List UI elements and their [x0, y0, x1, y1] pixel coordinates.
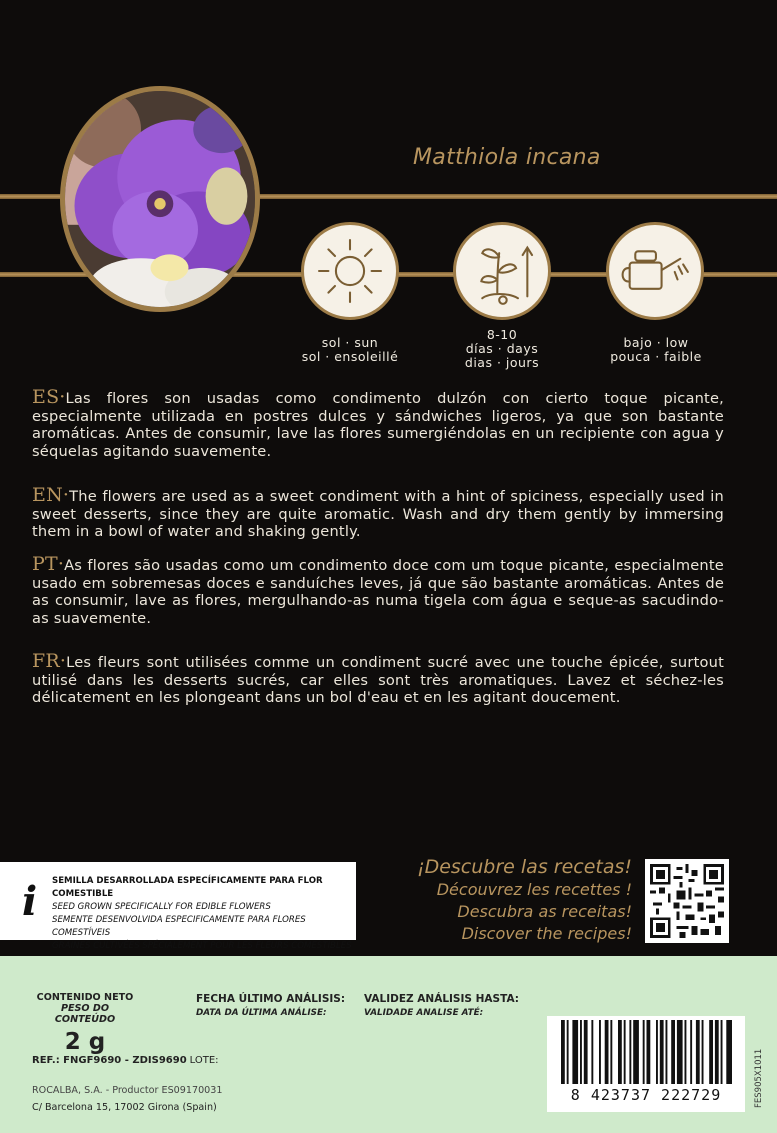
description-pt: PT·As flores são usadas como um condimento doce com um toque picante, especialmente usado em sobremesas doces e sanduíches leves, já que são bastante aromáticas. Antes de as consumir, lave as flores, mergulhando-as numa tigela com água e seque-as sacudindo-as suavemente.	[32, 553, 724, 627]
barcode-bar	[580, 1020, 582, 1084]
barcode-bar	[660, 1020, 664, 1084]
recipes-qr-code[interactable]	[645, 859, 729, 943]
edible-flower-info-box	[0, 862, 356, 951]
description-en: EN·The flowers are used as a sweet condiment with a hint of spiciness, especially used in sweet desserts, since they are quite aromatic. Wash and dry them gently by immersing them in a bowl of water and shaking gently.	[32, 484, 724, 540]
barcode-bar	[599, 1020, 601, 1084]
info-line-fr: GRAINES CULTIVÉES SPÉCIALEMENT POUR LES FLEURS COMESTIBLES	[52, 941, 352, 951]
sun-requirement-label: sol · sun sol · ensoleillé	[301, 335, 399, 364]
net-content-value: 2 g	[64, 1029, 106, 1055]
watering-requirement-label: bajo · low pouca · faible	[610, 335, 702, 364]
barcode-bar	[690, 1020, 692, 1084]
net-content	[30, 992, 140, 1055]
barcode-bar	[696, 1020, 700, 1084]
recipes-line-pt: Descubra as receitas!	[457, 902, 632, 921]
recipes-callout	[417, 855, 632, 945]
info-line-en: SEED GROWN SPECIFICALLY FOR EDIBLE FLOWERS	[52, 902, 271, 912]
barcode-bar	[610, 1020, 612, 1084]
barcode-bar	[715, 1020, 719, 1084]
watering-can-icon	[606, 222, 704, 320]
validity-label: VALIDEZ ANÁLISIS HASTA:	[364, 993, 519, 1005]
analysis-date-label: FECHA ÚLTIMO ANÁLISIS:	[196, 993, 346, 1005]
species-name: Matthiola incana	[413, 145, 601, 170]
language-code-pt: PT·	[32, 553, 65, 575]
germination-days-label: 8-10 días · days dias · jours	[464, 327, 540, 370]
barcode-bar	[677, 1020, 683, 1084]
barcode-bar	[633, 1020, 639, 1084]
germination-icon	[453, 222, 551, 320]
info-line-pt: SEMENTE DESENVOLVIDA ESPECIFICAMENTE PARA FLORES COMESTÍVEIS	[52, 915, 306, 938]
description-es: ES·Las flores son usadas como condimento dulzón con cierto toque picante, especialmente utilizada en postres dulces y sándwiches ligeros, ya que son bastante aromáticas. Antes de consumir, lave las flores sumergiéndolas en un recipiente con agua y séquelas agitando suavemente.	[32, 386, 724, 460]
sun-icon	[301, 222, 399, 320]
barcode-bar	[643, 1020, 645, 1084]
barcode-number: 8 423737 222729	[570, 1086, 722, 1104]
barcode-bar	[726, 1020, 732, 1084]
barcode-bar	[605, 1020, 609, 1084]
barcode-bar	[572, 1020, 578, 1084]
barcode-bar	[709, 1020, 713, 1084]
barcode-bar	[656, 1020, 658, 1084]
barcode-bar	[584, 1020, 588, 1084]
analysis-date	[196, 993, 345, 1018]
barcode-bar	[618, 1020, 622, 1084]
producer-info: ROCALBA, S.A. - Productor ES09170031	[32, 1085, 223, 1096]
barcode-bar	[624, 1020, 626, 1084]
validity-label-pt: VALIDADE ANALISE ATÉ:	[364, 1008, 484, 1018]
net-content-label-pt: PESO DO CONTEÚDO	[54, 1003, 116, 1025]
lot-label: LOTE:	[189, 1055, 219, 1066]
language-code-es: ES·	[32, 386, 66, 408]
barcode-bar	[567, 1020, 569, 1084]
analysis-validity	[364, 993, 519, 1018]
language-code-en: EN·	[32, 484, 70, 506]
analysis-date-label-pt: DATA DA ÚLTIMA ANÁLISE:	[196, 1008, 327, 1018]
barcode-bar	[721, 1020, 723, 1084]
language-code-fr: FR·	[32, 650, 67, 672]
product-reference: REF.: FNGF9690 - ZDIS9690 LOTE:	[32, 1055, 219, 1066]
info-icon: i	[22, 878, 38, 925]
recipes-line-fr: Découvrez les recettes !	[436, 880, 632, 899]
barcode-bar	[671, 1020, 675, 1084]
recipes-line-es: ¡Descubre las recetas!	[416, 856, 632, 878]
barcode-bar	[629, 1020, 631, 1084]
flower-photo	[60, 86, 260, 312]
producer-address: C/ Barcelona 15, 17002 Girona (Spain)	[32, 1102, 217, 1113]
info-line-es: SEMILLA DESARROLLADA ESPECÍFICAMENTE PARA FLOR COMESTIBLE	[52, 876, 323, 899]
barcode-bar	[685, 1020, 687, 1084]
vertical-product-code: FES905X1011	[754, 1048, 764, 1108]
net-content-label: CONTENIDO NETO	[36, 992, 134, 1003]
barcode-bar	[561, 1020, 565, 1084]
barcode-bar	[702, 1020, 704, 1084]
description-fr: FR·Les fleurs sont utilisées comme un condiment sucré avec une touche épicée, surtout utilisé dans les desserts sucrés, car elles sont très aromatiques. Lavez et séchez-les délicatement en les plongeant dans un bol d'eau et en les agitant doucement.	[32, 650, 724, 706]
ean-barcode	[547, 1016, 745, 1112]
barcode-bar	[666, 1020, 668, 1084]
barcode-bar	[647, 1020, 651, 1084]
barcode-bar	[591, 1020, 593, 1084]
barcode-bars	[547, 1016, 745, 1088]
recipes-line-en: Discover the recipes!	[461, 924, 632, 943]
